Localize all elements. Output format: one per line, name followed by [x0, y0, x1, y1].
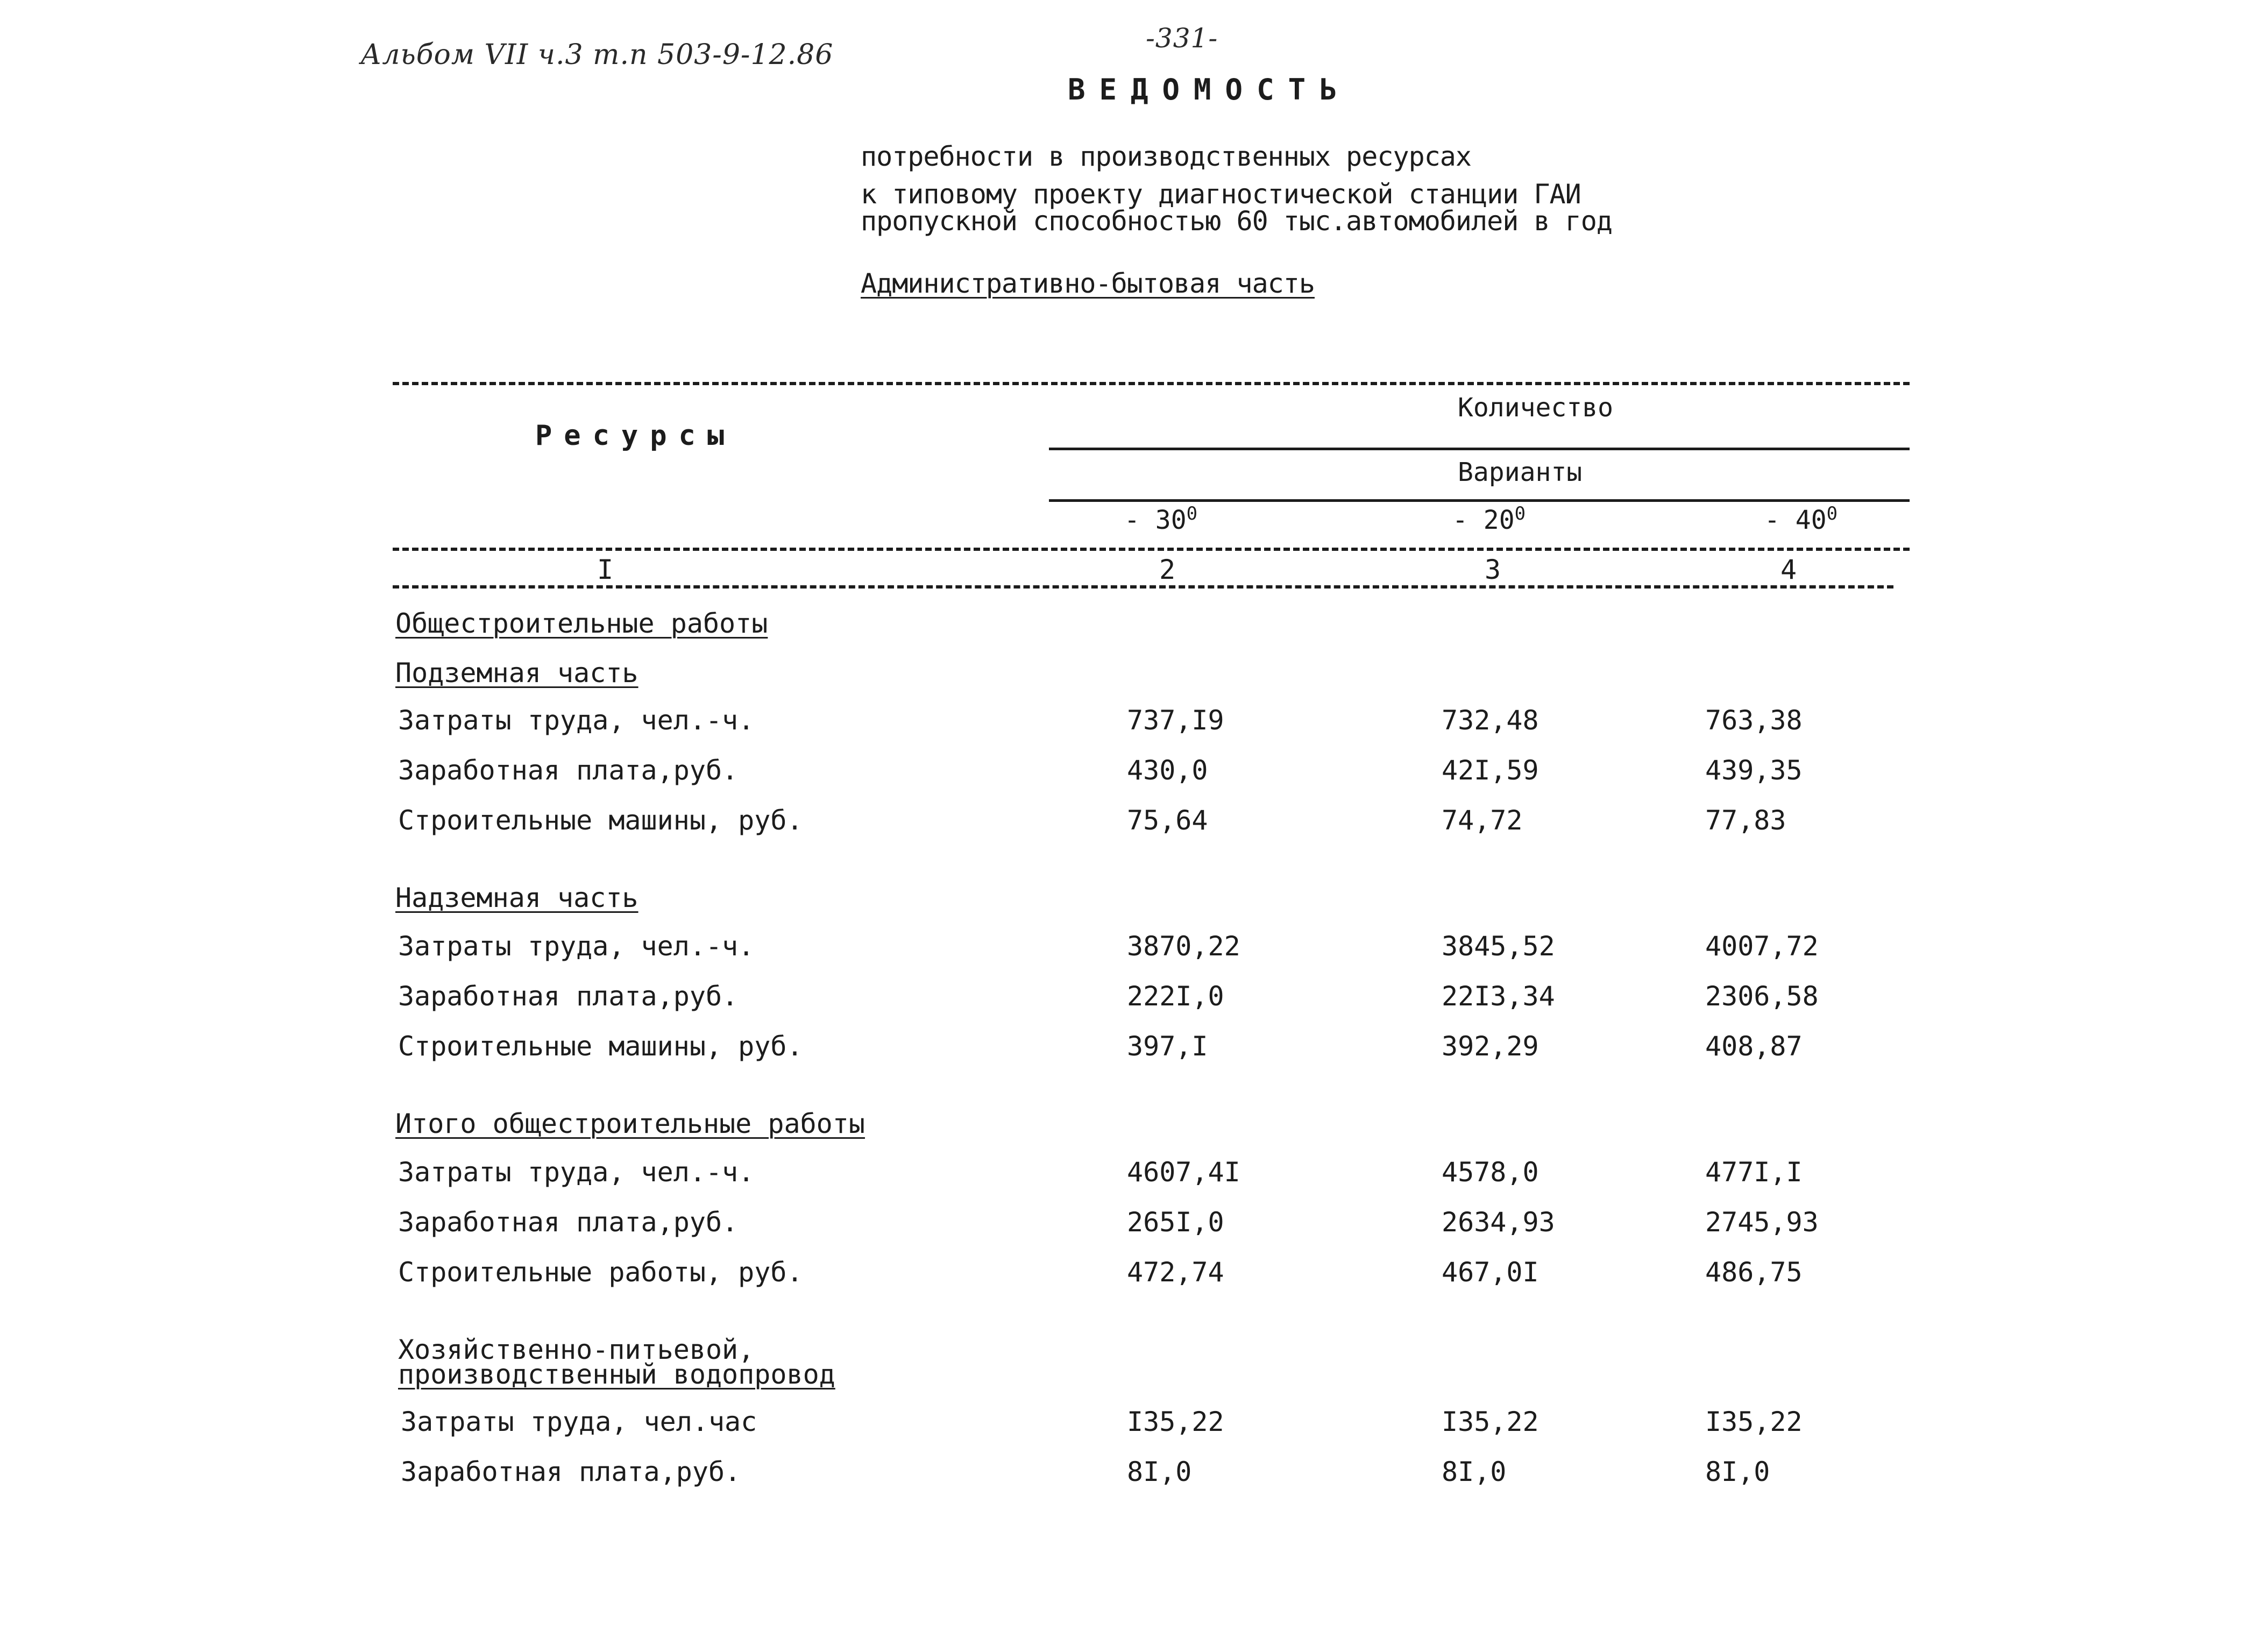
- section-title-aboveground: Надземная часть: [395, 882, 639, 913]
- cell-value: 3845,52: [1442, 931, 1555, 962]
- variants-header: Варианты: [1458, 457, 1583, 487]
- cell-value: 75,64: [1127, 805, 1208, 836]
- cell-value: 397,I: [1127, 1031, 1208, 1062]
- cell-value: I35,22: [1442, 1406, 1539, 1437]
- cell-value: 2745,93: [1705, 1207, 1819, 1238]
- cell-value: 486,75: [1705, 1257, 1803, 1288]
- subtitle-line3: пропускной способностью 60 тыс.автомобилей в год: [861, 205, 1612, 237]
- cell-value: 430,0: [1127, 755, 1208, 786]
- cell-value: 8I,0: [1127, 1456, 1192, 1487]
- variant-col-2: - $20^0$: [1452, 503, 1526, 535]
- cell-value: 3870,22: [1127, 931, 1240, 962]
- cell-value: 472,74: [1127, 1257, 1224, 1288]
- cell-value: I35,22: [1705, 1406, 1803, 1437]
- resources-header: Ресурсы: [535, 420, 736, 452]
- column-number-3: 3: [1485, 554, 1501, 585]
- subtitle-line1: потребности в производственных ресурсах: [861, 141, 1471, 172]
- cell-value: 4007,72: [1705, 931, 1819, 962]
- row-label: Строительные машины, руб.: [398, 1031, 803, 1062]
- cell-value: 8I,0: [1705, 1456, 1770, 1487]
- row-label: Строительные машины, руб.: [398, 805, 803, 836]
- section-title-water-line2: производственный водопровод: [398, 1359, 835, 1390]
- cell-value: I35,22: [1127, 1406, 1224, 1437]
- cell-value: 265I,0: [1127, 1207, 1224, 1238]
- table-top-rule: [393, 382, 1910, 385]
- row-label: Затраты труда, чел.-ч.: [398, 931, 755, 962]
- section-title-total: Итого общестроительные работы: [395, 1108, 865, 1139]
- subtitle-line2: к типовому проекту диагностической станции ГАИ: [861, 179, 1581, 210]
- column-number-2: 2: [1159, 554, 1176, 585]
- row-label: Заработная плата,руб.: [398, 755, 739, 786]
- page-title: ВЕДОМОСТЬ: [1068, 73, 1351, 107]
- cell-value: 22I3,34: [1442, 981, 1555, 1012]
- cell-value: 763,38: [1705, 705, 1803, 736]
- cell-value: 77,83: [1705, 805, 1786, 836]
- row-label: Затраты труда, чел.час: [401, 1406, 757, 1437]
- variant-col-1: - $30^0$: [1124, 503, 1198, 535]
- row-label: Затраты труда, чел.-ч.: [398, 705, 755, 736]
- cell-value: 408,87: [1705, 1031, 1803, 1062]
- cell-value: 732,48: [1442, 705, 1539, 736]
- cell-value: 42I,59: [1442, 755, 1539, 786]
- header-bottom-rule: [393, 548, 1910, 551]
- column-number-4: 4: [1780, 554, 1797, 585]
- cell-value: 8I,0: [1442, 1456, 1507, 1487]
- cell-value: 4607,4I: [1127, 1157, 1240, 1188]
- section-title-general: Общестроительные работы: [395, 608, 768, 639]
- column-number-1: I: [597, 554, 614, 585]
- cell-value: 439,35: [1705, 755, 1803, 786]
- variants-rule: [1049, 499, 1910, 502]
- cell-value: 74,72: [1442, 805, 1523, 836]
- page-number: -331-: [1146, 23, 1218, 54]
- cell-value: 2634,93: [1442, 1207, 1555, 1238]
- cell-value: 477I,I: [1705, 1157, 1803, 1188]
- part-title: Административно-бытовая часть: [861, 268, 1315, 299]
- quantity-rule: [1049, 448, 1910, 450]
- quantity-header: Количество: [1458, 393, 1613, 423]
- album-note: Альбом VII ч.3 т.п 503-9-12.86: [360, 39, 834, 71]
- row-label: Заработная плата,руб.: [398, 1207, 739, 1238]
- cell-value: 737,I9: [1127, 705, 1224, 736]
- cell-value: 222I,0: [1127, 981, 1224, 1012]
- variant-col-3: - $40^0$: [1764, 503, 1838, 535]
- row-label: Затраты труда, чел.-ч.: [398, 1157, 755, 1188]
- row-label: Заработная плата,руб.: [398, 981, 739, 1012]
- cell-value: 467,0I: [1442, 1257, 1539, 1288]
- row-label: Строительные работы, руб.: [398, 1257, 803, 1288]
- cell-value: 392,29: [1442, 1031, 1539, 1062]
- numbers-bottom-rule: [393, 585, 1893, 589]
- section-title-water-line1: Хозяйственно-питьевой,: [398, 1334, 755, 1365]
- cell-value: 2306,58: [1705, 981, 1819, 1012]
- cell-value: 4578,0: [1442, 1157, 1539, 1188]
- section-title-underground: Подземная часть: [395, 657, 639, 689]
- row-label: Заработная плата,руб.: [401, 1456, 741, 1487]
